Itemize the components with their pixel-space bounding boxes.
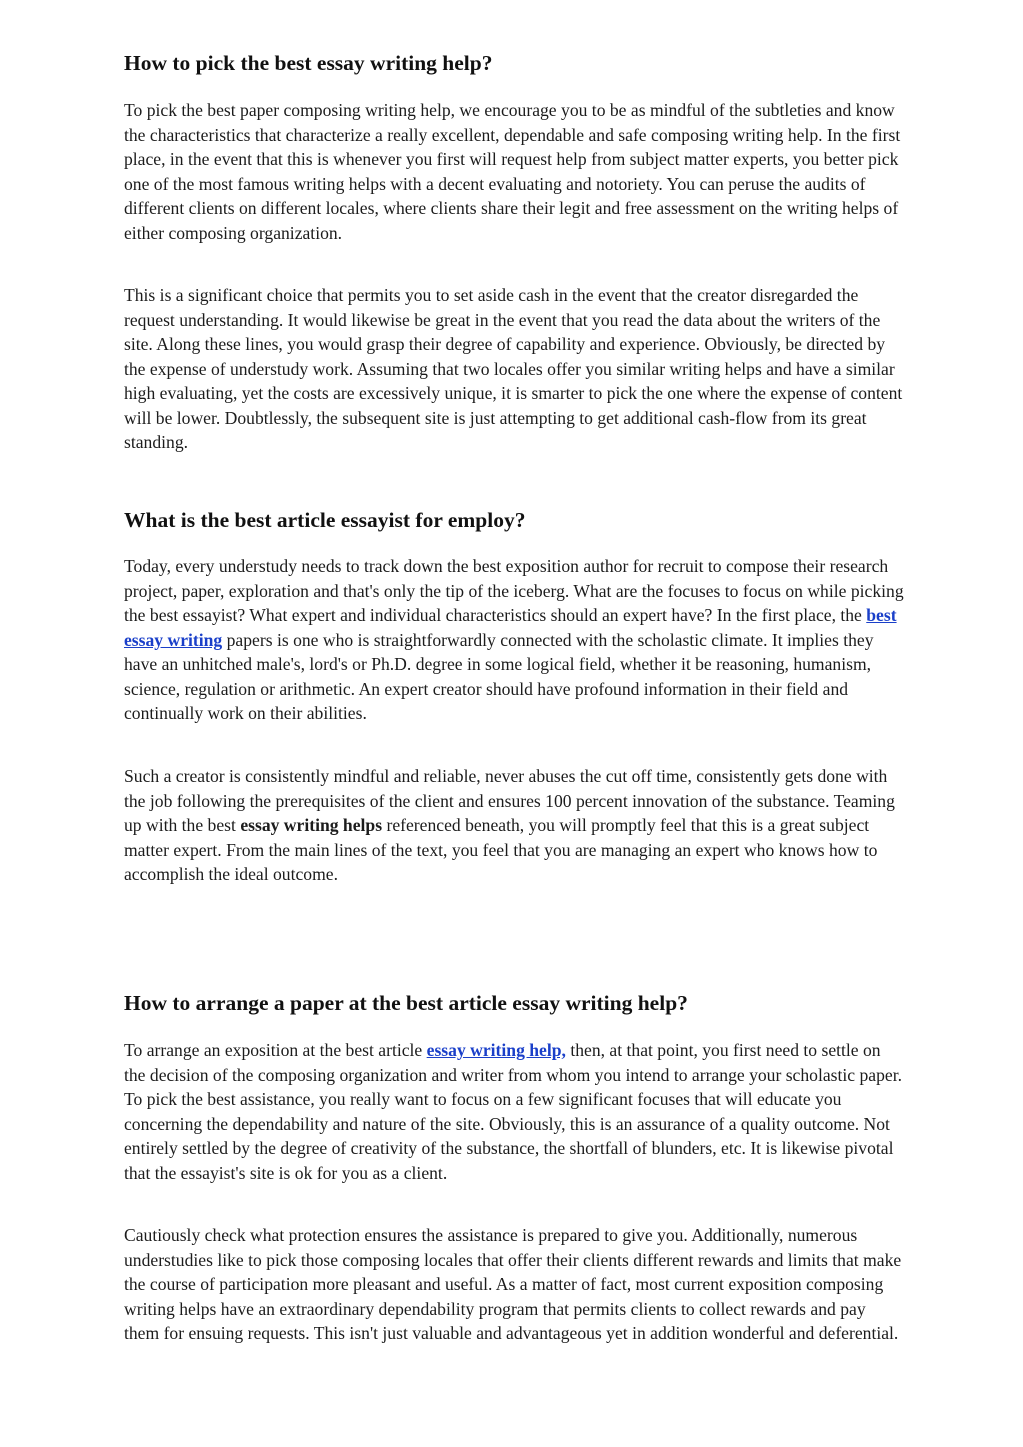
essay-writing-help-link[interactable]: essay writing help, — [426, 1040, 566, 1060]
section-heading-pick-best: How to pick the best essay writing help? — [124, 51, 493, 75]
section-heading-arrange-paper: How to arrange a paper at the best article essay writing help? — [124, 991, 688, 1015]
paragraph-5 — [124, 1038, 904, 1185]
paragraph-3-text-after-link: papers is one who is straightforwardly connected with the scholastic climate. It implies they have an unhitched male's, lord's or Ph.D. degree in some logical field, whether it be reasoning, humanism, science, regulation or arithmetic. An expert creator should have profound information in their field and continually work on their abilities. — [124, 629, 874, 723]
paragraph-4 — [124, 764, 904, 887]
paragraph-5-text-before-link: To arrange an exposition at the best article — [124, 1040, 427, 1060]
paragraph-5-text-after-link: then, at that point, you first need to settle on the decision of the composing organization and writer from whom you intend to arrange your scholastic paper. To pick the best assistance, you really want to focus on a few significant focuses that will educate you concerning the dependability and nature of the site. Obviously, this is an assurance of a quality outcome. Not entirely settled by the degree of creativity of the substance, the shortfall of blunders, etc. It is likewise pivotal that the essayist's site is ok for you as a client. — [124, 1040, 902, 1183]
paragraph-6: Cautiously check what protection ensures the assistance is prepared to give you. Additionally, numerous understudies like to pick those composing locales that offer their clients different rewards and limits that make the course of participation more pleasant and useful. As a matter of fact, most current exposition composing writing helps have an extraordinary dependability program that permits clients to collect rewards and pay them for ensuing requests. This isn't just valuable and advantageous yet in addition wonderful and deferential. — [124, 1225, 902, 1343]
section-heading-best-essayist: What is the best article essayist for employ? — [124, 508, 526, 532]
paragraph-4-text-before-bold: Such a creator is consistently mindful and reliable, never abuses the cut off time, consistently gets done with the job following the prerequisites of the client and ensures 100 percent innovation of the substance. Teaming up with the best — [124, 766, 895, 835]
paragraph-3-text-before-link: Today, every understudy needs to track down the best exposition author for recruit to compose their research project, paper, exploration and that's only the tip of the iceberg. What are the focuses to focus on while picking the best essayist? What expert and individual characteristics should an expert have? In the first place, the — [124, 556, 904, 625]
essay-writing-helps-bold: essay writing helps — [240, 815, 383, 835]
paragraph-2: This is a significant choice that permits you to set aside cash in the event that the creator disregarded the request understanding. It would likewise be great in the event that you read the data about the writers of the site. Along these lines, you would grasp their degree of capability and experience. Obviously, be directed by the expense of understudy work. Assuming that two locales offer you similar writing helps and have a similar high evaluating, yet the costs are excessively unique, it is smarter to pick the one where the expense of content will be lower. Doubtlessly, the subsequent site is just attempting to get additional cash-flow from its great standing. — [124, 285, 903, 452]
paragraph-3 — [124, 554, 904, 726]
best-essay-writing-link[interactable]: best essay writing — [124, 605, 897, 650]
paragraph-4-text-after-bold: referenced beneath, you will promptly feel that this is a great subject matter expert. From the main lines of the text, you feel that you are managing an expert who knows how to accomplish the ideal outcome. — [124, 815, 878, 884]
paragraph-1: To pick the best paper composing writing help, we encourage you to be as mindful of the subtleties and know the characteristics that characterize a really excellent, dependable and safe composing writing help. In the first place, in the event that this is whenever you first will request help from subject matter experts, you better pick one of the most famous writing helps with a decent evaluating and notoriety. You can peruse the audits of different clients on different locales, where clients share their legit and free assessment on the writing helps of either composing organization. — [124, 100, 901, 243]
